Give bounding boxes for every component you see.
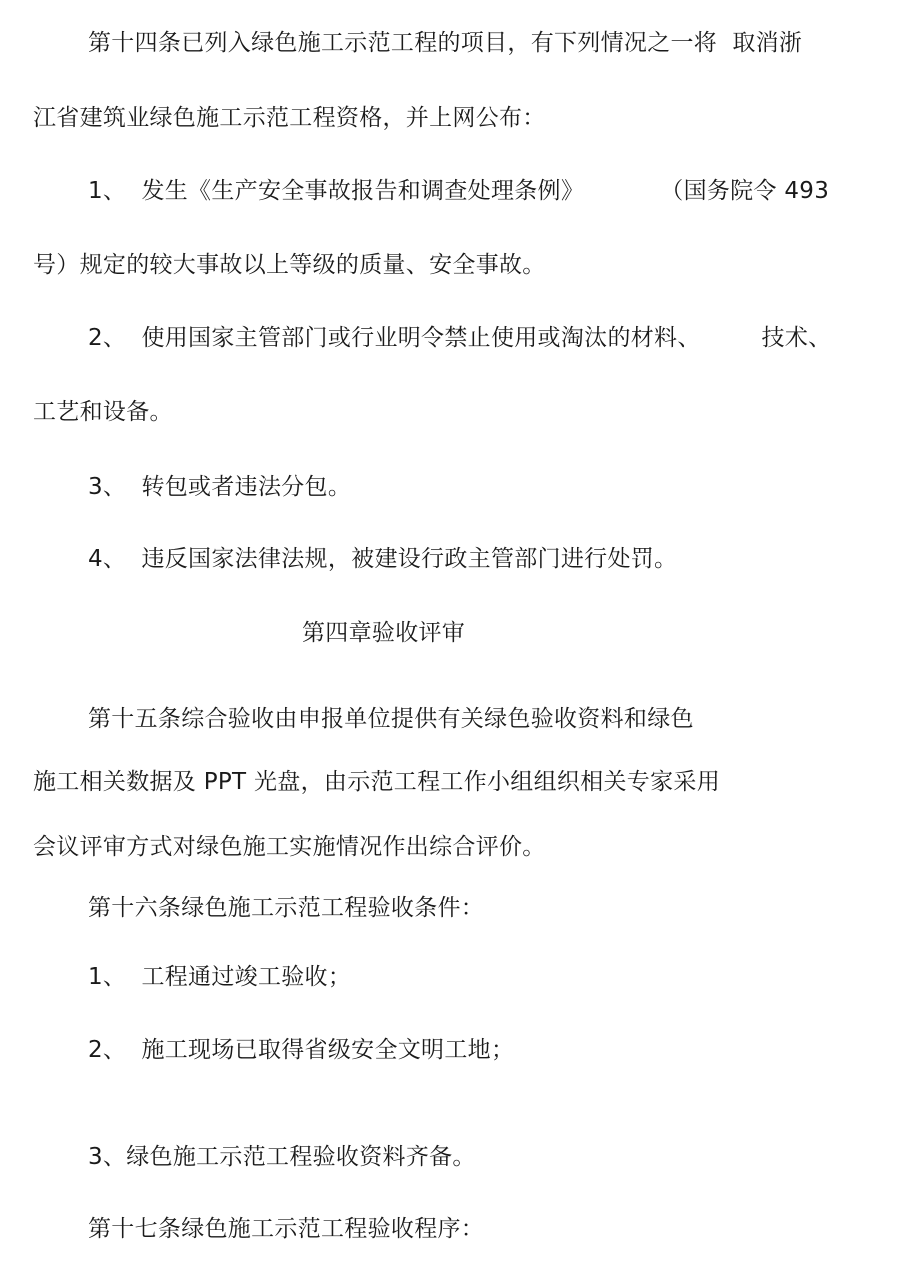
article-15-line-3: 会议评审方式对绿色施工实施情况作出综合评价。	[33, 834, 546, 860]
condition-3: 3、绿色施工示范工程验收资料齐备。	[88, 1144, 476, 1170]
article-17: 第十七条绿色施工示范工程验收程序：	[88, 1216, 485, 1242]
article-15-line-1: 第十五条综合验收由申报单位提供有关绿色验收资料和绿色	[88, 706, 694, 732]
condition-1: 1、 工程通过竣工验收；	[88, 964, 352, 990]
item-1-line-2: 号）规定的较大事故以上等级的质量、安全事故。	[33, 252, 546, 278]
chapter-heading: 第四章验收评审	[302, 620, 466, 646]
article-14-line-2: 江省建筑业绿色施工示范工程资格，并上网公布：	[33, 105, 546, 131]
condition-2: 2、 施工现场已取得省级安全文明工地；	[88, 1037, 515, 1063]
article-14-line-1: 第十四条已列入绿色施工示范工程的项目，有下列情况之一将 取消浙	[88, 30, 803, 56]
article-15-line-2: 施工相关数据及 PPT 光盘，由示范工程工作小组组织相关专家采用	[33, 769, 721, 795]
item-2-line-1: 2、 使用国家主管部门或行业明令禁止使用或淘汰的材料、 技术、	[88, 325, 832, 351]
item-3: 3、 转包或者违法分包。	[88, 474, 352, 500]
item-1-line-1: 1、 发生《生产安全事故报告和调查处理条例》 （国务院令 493	[88, 178, 830, 204]
item-2-line-2: 工艺和设备。	[33, 399, 173, 425]
item-4: 4、 违反国家法律法规，被建设行政主管部门进行处罚。	[88, 546, 678, 572]
article-16: 第十六条绿色施工示范工程验收条件：	[88, 895, 485, 921]
